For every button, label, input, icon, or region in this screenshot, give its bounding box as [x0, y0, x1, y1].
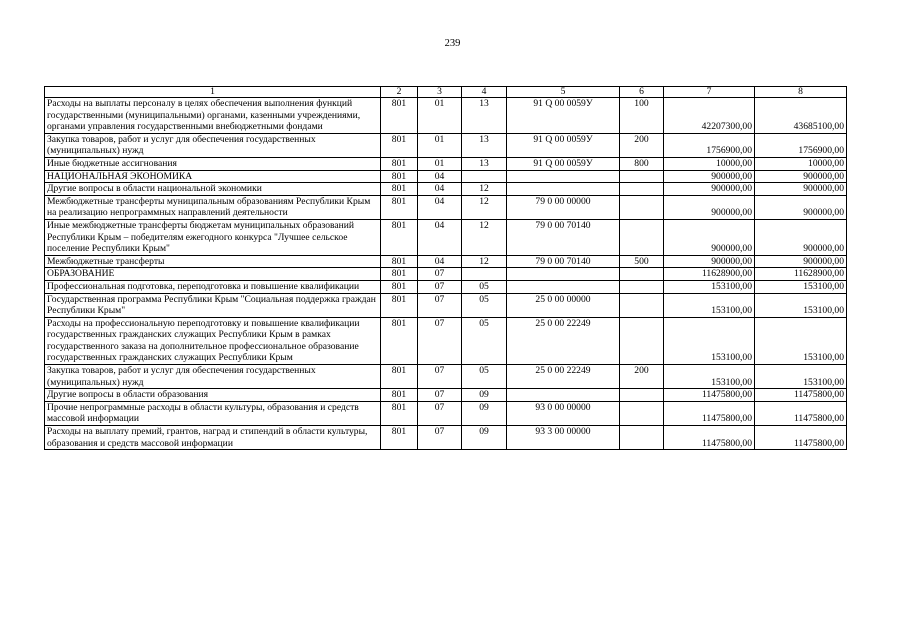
amount-cell-1: 900000,00: [664, 255, 755, 268]
table-row: [45, 365, 847, 389]
ved-cell: 801: [381, 195, 418, 219]
section-cell: 07: [418, 268, 462, 281]
subsection-cell: [462, 268, 507, 281]
amount-cell-2: 43685100,00: [755, 98, 847, 134]
amount-cell-2: 11475800,00: [755, 401, 847, 425]
subsection-cell: 05: [462, 293, 507, 317]
target-article-cell: 25 0 00 22249: [507, 317, 620, 364]
ved-cell: 801: [381, 268, 418, 281]
subsection-cell: 05: [462, 317, 507, 364]
amount-cell-1: 153100,00: [664, 293, 755, 317]
name-cell: НАЦИОНАЛЬНАЯ ЭКОНОМИКА: [45, 170, 381, 183]
header-cell: 7: [664, 87, 755, 98]
section-cell: 01: [418, 133, 462, 157]
table-header-row: [45, 87, 847, 98]
amount-cell-2: 11475800,00: [755, 426, 847, 450]
name-cell: Другие вопросы в области национальной экономики: [45, 183, 381, 196]
expense-type-cell: 800: [620, 157, 664, 170]
amount-cell-1: 11475800,00: [664, 389, 755, 402]
table-row: [45, 133, 847, 157]
table-row: [45, 293, 847, 317]
expense-type-cell: 200: [620, 133, 664, 157]
name-cell: Расходы на профессиональную переподготовку и повышение квалификации государственных гражданских служащих Республики Крым в рамках государственного заказа на дополнительное профессиональное образование государственных гражданских служащих Республики Крым: [45, 317, 381, 364]
target-article-cell: 79 0 00 00000: [507, 195, 620, 219]
table-row: [45, 268, 847, 281]
target-article-cell: 79 0 00 70140: [507, 255, 620, 268]
amount-cell-2: 900000,00: [755, 195, 847, 219]
name-cell: Другие вопросы в области образования: [45, 389, 381, 402]
subsection-cell: 13: [462, 133, 507, 157]
target-article-cell: 93 3 00 00000: [507, 426, 620, 450]
table-row: [45, 401, 847, 425]
amount-cell-1: 11628900,00: [664, 268, 755, 281]
target-article-cell: 91 Q 00 0059У: [507, 157, 620, 170]
ved-cell: 801: [381, 365, 418, 389]
amount-cell-2: 153100,00: [755, 293, 847, 317]
header-cell: 1: [45, 87, 381, 98]
ved-cell: 801: [381, 157, 418, 170]
section-cell: 07: [418, 317, 462, 364]
subsection-cell: 09: [462, 389, 507, 402]
target-article-cell: [507, 268, 620, 281]
ved-cell: 801: [381, 170, 418, 183]
amount-cell-2: 10000,00: [755, 157, 847, 170]
expense-type-cell: [620, 268, 664, 281]
table-row: [45, 157, 847, 170]
target-article-cell: 25 0 00 22249: [507, 365, 620, 389]
ved-cell: 801: [381, 255, 418, 268]
section-cell: 07: [418, 365, 462, 389]
table-row: [45, 219, 847, 255]
section-cell: 07: [418, 280, 462, 293]
amount-cell-1: 153100,00: [664, 317, 755, 364]
ved-cell: 801: [381, 98, 418, 134]
target-article-cell: [507, 183, 620, 196]
subsection-cell: 12: [462, 183, 507, 196]
section-cell: 07: [418, 389, 462, 402]
budget-table: [44, 86, 847, 450]
expense-type-cell: 100: [620, 98, 664, 134]
expense-type-cell: [620, 426, 664, 450]
ved-cell: 801: [381, 133, 418, 157]
header-cell: 3: [418, 87, 462, 98]
target-article-cell: [507, 170, 620, 183]
expense-type-cell: [620, 389, 664, 402]
amount-cell-1: 153100,00: [664, 280, 755, 293]
table-row: [45, 170, 847, 183]
header-cell: 8: [755, 87, 847, 98]
subsection-cell: [462, 170, 507, 183]
section-cell: 07: [418, 293, 462, 317]
amount-cell-2: 900000,00: [755, 183, 847, 196]
table-row: [45, 195, 847, 219]
ved-cell: 801: [381, 280, 418, 293]
ved-cell: 801: [381, 317, 418, 364]
expense-type-cell: [620, 293, 664, 317]
expense-type-cell: 200: [620, 365, 664, 389]
subsection-cell: 13: [462, 157, 507, 170]
subsection-cell: 13: [462, 98, 507, 134]
table-row: [45, 98, 847, 134]
name-cell: Закупка товаров, работ и услуг для обеспечения государственных (муниципальных) нужд: [45, 365, 381, 389]
name-cell: Расходы на выплаты персоналу в целях обеспечения выполнения функций государственными (муниципальными) органами, казенными учреждениями, органами управления государственными внебюджетными фондами: [45, 98, 381, 134]
table-row: [45, 183, 847, 196]
ved-cell: 801: [381, 401, 418, 425]
ved-cell: 801: [381, 183, 418, 196]
amount-cell-2: 11475800,00: [755, 389, 847, 402]
section-cell: 07: [418, 401, 462, 425]
target-article-cell: 93 0 00 00000: [507, 401, 620, 425]
amount-cell-1: 11475800,00: [664, 426, 755, 450]
section-cell: 04: [418, 255, 462, 268]
amount-cell-1: 1756900,00: [664, 133, 755, 157]
target-article-cell: 91 Q 00 0059У: [507, 98, 620, 134]
amount-cell-1: 11475800,00: [664, 401, 755, 425]
amount-cell-2: 900000,00: [755, 255, 847, 268]
amount-cell-2: 11628900,00: [755, 268, 847, 281]
section-cell: 01: [418, 157, 462, 170]
subsection-cell: 12: [462, 219, 507, 255]
ved-cell: 801: [381, 389, 418, 402]
target-article-cell: [507, 280, 620, 293]
name-cell: Межбюджетные трансферты муниципальным образованиям Республики Крым на реализацию непрограммных направлений деятельности: [45, 195, 381, 219]
amount-cell-1: 42207300,00: [664, 98, 755, 134]
amount-cell-2: 900000,00: [755, 170, 847, 183]
name-cell: ОБРАЗОВАНИЕ: [45, 268, 381, 281]
table-row: [45, 317, 847, 364]
target-article-cell: [507, 389, 620, 402]
expense-type-cell: [620, 317, 664, 364]
header-cell: 4: [462, 87, 507, 98]
name-cell: Закупка товаров, работ и услуг для обеспечения государственных (муниципальных) нужд: [45, 133, 381, 157]
ved-cell: 801: [381, 426, 418, 450]
section-cell: 01: [418, 98, 462, 134]
amount-cell-1: 900000,00: [664, 183, 755, 196]
amount-cell-1: 10000,00: [664, 157, 755, 170]
ved-cell: 801: [381, 219, 418, 255]
expense-type-cell: [620, 195, 664, 219]
expense-type-cell: [620, 219, 664, 255]
name-cell: Иные бюджетные ассигнования: [45, 157, 381, 170]
target-article-cell: 79 0 00 70140: [507, 219, 620, 255]
header-cell: 6: [620, 87, 664, 98]
amount-cell-2: 1756900,00: [755, 133, 847, 157]
subsection-cell: 09: [462, 426, 507, 450]
subsection-cell: 05: [462, 280, 507, 293]
table-row: [45, 426, 847, 450]
amount-cell-1: 900000,00: [664, 195, 755, 219]
page-number: 239: [444, 38, 461, 49]
section-cell: 04: [418, 170, 462, 183]
section-cell: 04: [418, 195, 462, 219]
table-row: [45, 280, 847, 293]
header-cell: 2: [381, 87, 418, 98]
amount-cell-1: 153100,00: [664, 365, 755, 389]
subsection-cell: 12: [462, 195, 507, 219]
expense-type-cell: [620, 401, 664, 425]
expense-type-cell: 500: [620, 255, 664, 268]
amount-cell-2: 153100,00: [755, 317, 847, 364]
section-cell: 04: [418, 183, 462, 196]
name-cell: Межбюджетные трансферты: [45, 255, 381, 268]
table-row: [45, 389, 847, 402]
name-cell: Прочие непрограммные расходы в области культуры, образования и средств массовой информации: [45, 401, 381, 425]
section-cell: 04: [418, 219, 462, 255]
amount-cell-1: 900000,00: [664, 219, 755, 255]
ved-cell: 801: [381, 293, 418, 317]
table-body: [45, 87, 847, 450]
amount-cell-2: 153100,00: [755, 280, 847, 293]
name-cell: Расходы на выплату премий, грантов, наград и стипендий в области культуры, образования и средств массовой информации: [45, 426, 381, 450]
amount-cell-1: 900000,00: [664, 170, 755, 183]
name-cell: Иные межбюджетные трансферты бюджетам муниципальных образований Республики Крым – победителям ежегодного конкурса "Лучшее сельское поселение Республики Крым": [45, 219, 381, 255]
header-cell: 5: [507, 87, 620, 98]
table-row: [45, 255, 847, 268]
target-article-cell: 25 0 00 00000: [507, 293, 620, 317]
target-article-cell: 91 Q 00 0059У: [507, 133, 620, 157]
amount-cell-2: 153100,00: [755, 365, 847, 389]
subsection-cell: 05: [462, 365, 507, 389]
name-cell: Профессиональная подготовка, переподготовка и повышение квалификации: [45, 280, 381, 293]
expense-type-cell: [620, 280, 664, 293]
subsection-cell: 12: [462, 255, 507, 268]
expense-type-cell: [620, 170, 664, 183]
subsection-cell: 09: [462, 401, 507, 425]
expense-type-cell: [620, 183, 664, 196]
name-cell: Государственная программа Республики Крым "Социальная поддержка граждан Республики Крым": [45, 293, 381, 317]
section-cell: 07: [418, 426, 462, 450]
amount-cell-2: 900000,00: [755, 219, 847, 255]
